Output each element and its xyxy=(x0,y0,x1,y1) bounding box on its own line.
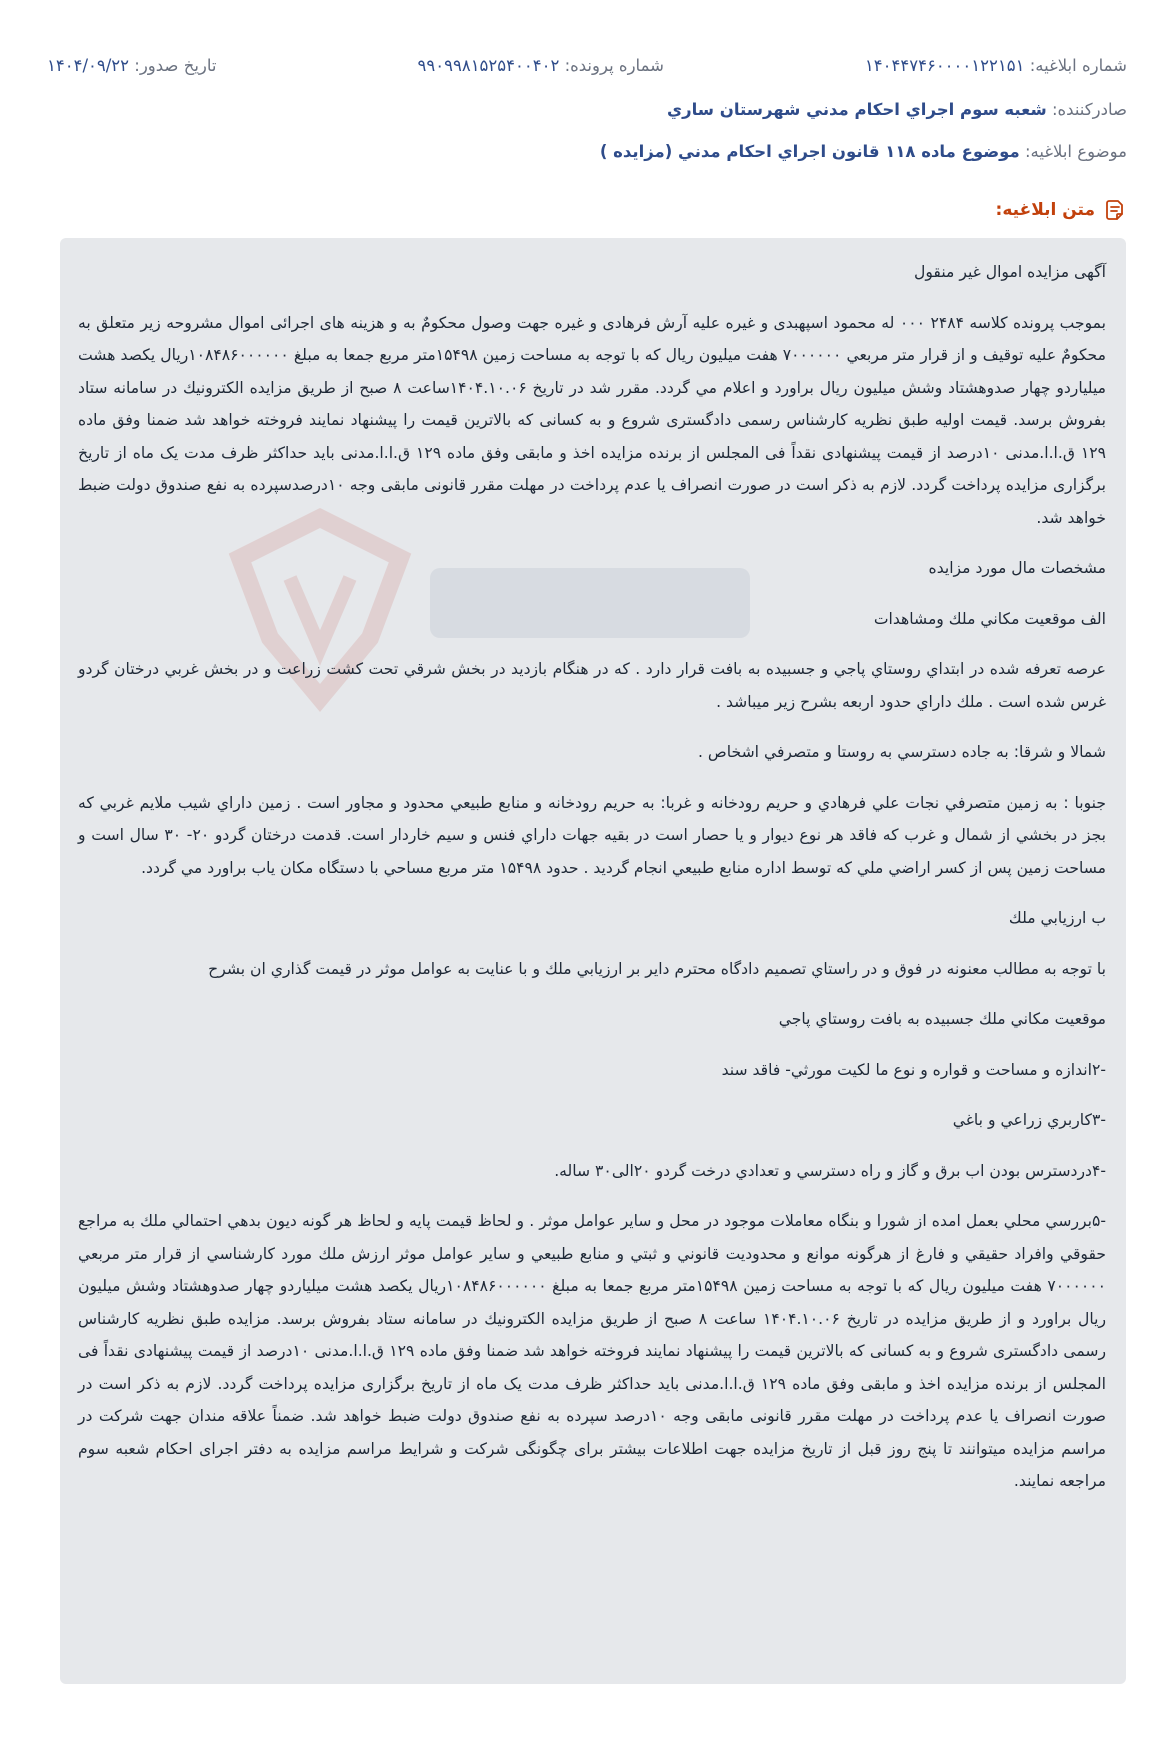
subject-label: موضوع ابلاغیه: xyxy=(1024,142,1127,161)
notice-paragraph: -۲اندازه و مساحت و قواره و نوع ما لكيت مورثي- فاقد سند xyxy=(721,1060,1106,1079)
issue-date-label: تاریخ صدور: xyxy=(134,56,217,75)
notice-text-title: متن ابلاغیه: xyxy=(995,200,1095,220)
notice-paragraph: شمالا و شرقا: به جاده دسترسي به روستا و متصرفي اشخاص . xyxy=(698,743,1106,761)
notice-paragraph: الف موقعيت مكاني ملك ومشاهدات xyxy=(873,609,1106,628)
notice-number xyxy=(865,56,1127,75)
notice-paragraph: عرصه تعرفه شده در ابتداي روستاي پاجي و جسبيده به بافت قرار دارد . كه در هنگام بازديد در بخش شرقي تحت كشت زراعت و در بخش غربي درختان گردو غرس شده است . ملك داراي حدود اربعه بشرح زير ميباشد . xyxy=(78,660,1106,711)
issue-date-value: ۱۴۰۴/۰۹/۲۲ xyxy=(47,56,130,75)
notice-paragraph: بموجب پرونده کلاسه ۲۴۸۴ ۰۰۰ له محمود اسپهبدی و غیره علیه آرش فرهادی و غیره جهت وصول محکومٌ به و هزینه های اجرائی اموال مشروحه زیر متعلق به محکومٌ علیه توقیف و از قرار متر مربعي ۷۰۰۰۰۰۰ هفت ميليون ريال كه با توجه به مساحت زمين ۱۵۴۹۸متر مربع جمعا به مبلغ ۱۰۸۴۸۶۰۰۰۰۰۰ريال يكصد هشت ميلياردو چهار صدوهشتاد وشش ميليون ريال براورد و اعلام مي گردد. مقرر شد در تاریخ ۱۴۰۴.۱۰.۰۶ساعت ۸ صبح از طريق مزايده الكترونيك در سامانه ستاد بفروش برسد. قیمت اولیه طبق نظریه کارشناس رسمی دادگستری شروع و به کسانی که بالاترین قیمت را پیشنهاد نمایند فروخته خواهد شد ضمنا وفق ماده ۱۲۹ ق.ا.ا.مدنی ۱۰درصد از قیمت پیشنهادی نقداً فی المجلس از برنده مزایده اخذ و مابقی وفق ماده ۱۲۹ ق.ا.ا.مدنی باید حداکثر ظرف مدت یک ماه از تاریخ برگزاری مزایده پرداخت گردد. لازم به ذکر است در صورت انصراف یا عدم پرداخت در مهلت مقرر قانونی مابقی وجه ۱۰درصدسپرده به نفع صندوق دولت ضبط خواهد شد. xyxy=(78,313,1107,527)
notice-paragraph: موقعيت مكاني ملك جسبيده به بافت روستاي پاجي xyxy=(778,1010,1106,1028)
subject-value: موضوع ماده ۱۱۸ قانون اجراي احكام مدني (مزايده ) xyxy=(599,142,1020,161)
issuer-value: شعبه سوم اجراي احكام مدني شهرستان ساري xyxy=(666,100,1047,119)
subject-row xyxy=(47,142,1127,161)
document-note-icon xyxy=(1103,198,1127,222)
issuer-label: صادرکننده: xyxy=(1051,100,1127,119)
case-number xyxy=(418,56,664,75)
case-number-value: ۹۹۰۹۹۸۱۵۲۵۴۰۰۴۰۲ xyxy=(417,56,560,75)
notice-paragraph: ب ارزيابي ملك xyxy=(1008,909,1106,927)
notice-number-label: شماره ابلاغیه: xyxy=(1029,56,1127,75)
notice-paragraph: -۳كاربري زراعي و باغي xyxy=(952,1111,1106,1129)
notice-body xyxy=(60,238,1126,1684)
notice-text-heading xyxy=(996,198,1127,222)
notice-number-value: ۱۴۰۴۴۷۴۶۰۰۰۰۱۲۲۱۵۱ xyxy=(864,56,1025,75)
notice-meta-row xyxy=(47,56,1127,75)
notice-paragraph: جنوبا : به زمين متصرفي نجات علي فرهادي و حريم رودخانه و غربا: به حريم رودخانه و منابع طبيعي محدود و مجاور است . زمين داراي شيب ملايم غربي كه بجز در بخشي از شمال و غرب كه فاقد هر نوع ديوار و يا حصار است در بقيه جهات داراي فنس و سيم خاردار است. قدمت درختان گردو ۲۰- ۳۰ سال است و مساحت زمين پس از كسر اراضي ملي كه توسط اداره منابع طبيعي انجام گرديد . حدود ۱۵۴۹۸ متر مربع مساحي با دستگاه مكان ياب براورد مي گردد. xyxy=(78,793,1106,877)
notice-paragraph: با توجه به مطالب معنونه در فوق و در راستاي تصميم دادگاه محترم داير بر ارزيابي ملك و با عنايت به عوامل موثر در قيمت گذاري ان بشرح xyxy=(208,959,1106,978)
notice-paragraph: -۵بررسي محلي بعمل امده از شورا و بنگاه معاملات موجود در محل و ساير عوامل موثر . و لحاظ قيمت پايه و لحاظ هر گونه ديون بدهي احتمالي ملك به مراجع حقوقي وافراد حقيقي و فارغ از هرگونه موانع و محدوديت قانوني و ثبتي و منابع طبيعي و ساير عوامل موثر ارزش ملك مورد كارشناسي از قرار متر مربعي ۷۰۰۰۰۰۰ هفت ميليون ريال كه با توجه به مساحت زمين ۱۵۴۹۸متر مربع جمعا به مبلغ ۱۰۸۴۸۶۰۰۰۰۰۰ريال يكصد هشت ميلياردو چهار صدوهشتاد وشش ميليون ريال براورد و از طريق مزايده در تاریخ ۱۴۰۴.۱۰.۰۶ ساعت ۸ صبح از طريق مزايده الكترونيك در سامانه ستاد بفروش برسد. مزايده طبق نظریه کارشناس رسمی دادگستری شروع و به کسانی که بالاترین قیمت را پیشنهاد نمایند فروخته خواهد شد ضمنا وفق ماده ۱۲۹ ق.ا.ا.مدنی ۱۰درصد از قیمت پیشنهادی نقداً فی المجلس از برنده مزایده اخذ و مابقی وفق ماده ۱۲۹ ق.ا.ا.مدنی باید حداکثر ظرف مدت یک ماه از تاریخ برگزاری مزایده پرداخت گردد. لازم به ذکر است در صورت انصراف یا عدم پرداخت در مهلت مقرر قانونی مابقی وجه ۱۰درصد سپرده به نفع صندوق دولت ضبط خواهد شد. ضمناً علاقه مندان جهت شرکت در مراسم مزایده میتوانند تا پنج روز قبل از تاریخ مزایده جهت اطلاعات بیشتر برای چگونگی شرکت و شرایط مراسم مزایده به دفتر اجرای احکام شعبه سوم مراجعه نمایند. xyxy=(78,1212,1106,1490)
case-number-label: شماره پرونده: xyxy=(564,56,664,75)
issuer-row xyxy=(47,100,1127,119)
notice-paragraph: مشخصات مال مورد مزايده xyxy=(928,559,1106,577)
notice-paragraph: -۴دردسترس بودن اب برق و گاز و راه دسترسي و تعدادي درخت گردو ۲۰الی۳۰ ساله. xyxy=(554,1161,1106,1180)
notice-paragraph: آگهی مزایده اموال غیر منقول xyxy=(914,263,1106,281)
issue-date xyxy=(47,56,217,75)
